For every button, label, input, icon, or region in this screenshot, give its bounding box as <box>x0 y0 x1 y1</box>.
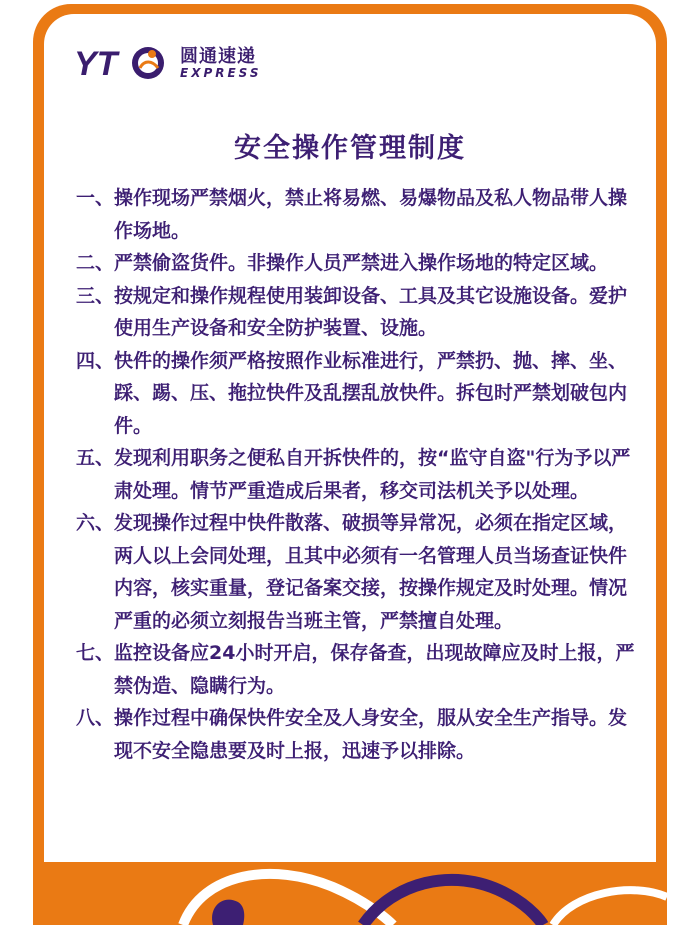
rule-number: 七、 <box>76 642 115 664</box>
rule-item <box>76 182 636 247</box>
rule-item <box>76 442 636 507</box>
rule-number: 四、 <box>76 349 115 372</box>
bottom-decoration <box>33 862 667 925</box>
rule-text: 发现利用职务之便私自开拆快件的，按“监守自盗"行为予以严肃处理。情节严重造成后果者，移交司法机关予以处理。 <box>114 447 631 502</box>
rule-text: 操作过程中确保快件安全及人身安全，服从安全生产指导。发现不安全隐患要及时上报，迅速予以排除。 <box>114 707 628 762</box>
rule-text: 监控设备应24小时开启，保存备查，出现故障应及时上报，严禁伪造、隐瞒行为。 <box>114 642 635 697</box>
rule-item <box>76 280 636 345</box>
rule-text: 操作现场严禁烟火，禁止将易燃、易爆物品及私人物品带人操作场地。 <box>114 187 628 242</box>
rule-item <box>76 637 636 702</box>
brand-name-en: EXPRESS <box>180 66 262 80</box>
rule-number: 三、 <box>76 284 115 307</box>
rule-item <box>76 507 636 637</box>
rule-text: 发现操作过程中快件散落、破损等异常况，必须在指定区域，两人以上会同处理，且其中必须有一名管理人员当场查证快件内容，核实重量，登记备案交接，按操作规定及时处理。情况严重的必须立刻报告当班主管，严禁擅自处理。 <box>114 512 628 632</box>
rules-list <box>76 182 636 767</box>
rule-number: 五、 <box>76 447 115 469</box>
rule-item <box>76 702 636 767</box>
company-logo <box>74 40 294 84</box>
rule-item <box>76 247 636 280</box>
rule-text: 按规定和操作规程使用装卸设备、工具及其它设施设备。爱护使用生产设备和安全防护装置、设施。 <box>114 284 628 339</box>
yto-logo-icon <box>74 42 170 82</box>
rule-number: 二、 <box>76 252 115 274</box>
rule-text: 严禁偷盗货件。非操作人员严禁进入操作场地的特定区域。 <box>114 252 609 274</box>
rule-number: 一、 <box>76 187 115 209</box>
brand-name-cn: 圆通速递 <box>180 46 256 67</box>
page-title: 安全操作管理制度 <box>234 133 466 164</box>
rule-item <box>76 345 636 443</box>
logo-letters: YT <box>74 45 118 82</box>
rule-number: 六、 <box>76 512 115 534</box>
rule-text: 快件的操作须严格按照作业标准进行，严禁扔、抛、摔、坐、踩、踢、压、拖拉快件及乱摆乱放快件。拆包时严禁划破包内件。 <box>114 349 628 437</box>
rule-number: 八、 <box>76 707 115 729</box>
